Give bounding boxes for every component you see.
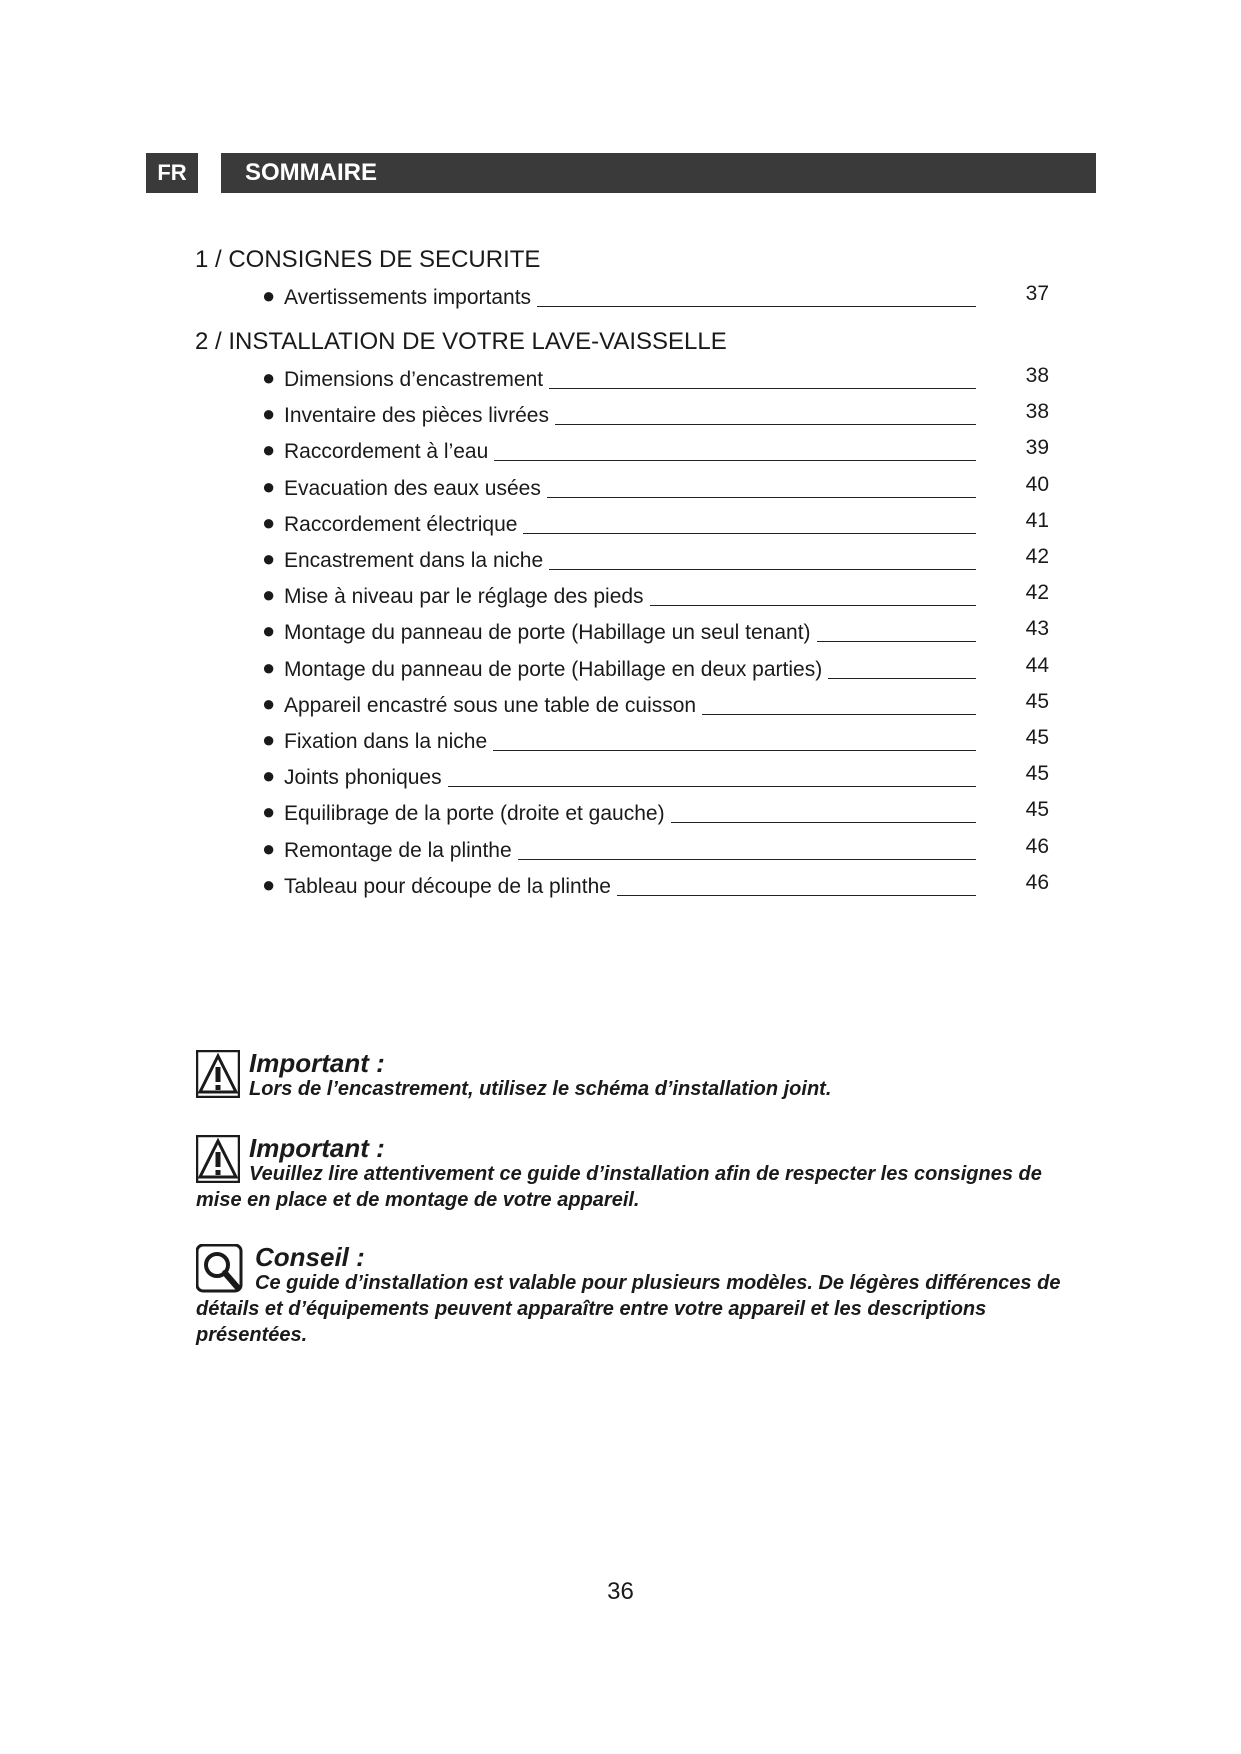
toc-entry-page: 45 (1025, 689, 1049, 713)
toc-entry[interactable] (262, 654, 1049, 688)
toc-entry-label: Evacuation des eaux usées (284, 477, 547, 500)
toc-entry-label: Raccordement à l’eau (284, 440, 494, 463)
toc-entry-label: Inventaire des pièces livrées (284, 404, 555, 427)
toc-entry[interactable] (262, 762, 1049, 796)
toc-entry-label: Montage du panneau de porte (Habillage un seul tenant) (284, 621, 817, 644)
toc-entry-label: Fixation dans la niche (284, 730, 493, 753)
toc-entry-label: Montage du panneau de porte (Habillage en deux parties) (284, 658, 828, 681)
toc-entry[interactable] (262, 617, 1049, 651)
toc-entry-label: Dimensions d’encastrement (284, 368, 549, 391)
page-number: 36 (607, 1578, 634, 1605)
bullet-icon: ● (262, 690, 276, 716)
toc-entry[interactable] (262, 473, 1049, 507)
toc-entry[interactable] (262, 798, 1049, 832)
bullet-icon: ● (262, 763, 276, 789)
warning-icon (196, 1050, 240, 1098)
toc-entry-page: 43 (1025, 617, 1049, 641)
toc-entry-label: Encastrement dans la niche (284, 549, 549, 572)
toc-entry-page: 40 (1025, 472, 1049, 496)
bullet-icon: ● (262, 835, 276, 861)
bullet-icon: ● (262, 618, 276, 644)
toc-entry[interactable] (262, 400, 1049, 434)
bullet-icon: ● (262, 727, 276, 752)
toc-entry-page: 38 (1025, 400, 1049, 424)
bullet-icon: ● (262, 509, 276, 535)
page-title-bar (221, 153, 1096, 193)
notice-text: Ce guide d’installation est valable pour plusieurs modèles. De légères différences de détails et d’équipements peuvent apparaître entre votre appareil et les descriptions présentées. (196, 1272, 1061, 1346)
bullet-icon: ● (262, 437, 276, 463)
bullet-icon: ● (262, 582, 276, 608)
toc-entry[interactable] (262, 509, 1049, 543)
notice-title: Important : (249, 1048, 385, 1078)
notice-text: Veuillez lire attentivement ce guide d’installation afin de respecter les consignes de mise en place et de montage de votre appareil. (196, 1163, 1042, 1211)
bullet-icon: ● (262, 401, 276, 427)
toc-entry-page: 45 (1025, 762, 1049, 786)
toc-entry-label: Appareil encastré sous une table de cuisson (284, 694, 702, 717)
toc-entry-page: 46 (1025, 834, 1049, 858)
notice-text: Lors de l’encastrement, utilisez le schéma d’installation joint. (249, 1078, 832, 1100)
toc-entry[interactable] (262, 581, 1049, 615)
toc-entry-page: 44 (1025, 653, 1049, 677)
toc-entry-page: 37 (1025, 282, 1049, 305)
toc-entry[interactable] (262, 436, 1049, 470)
toc-entry-page: 45 (1025, 798, 1049, 822)
bullet-icon: ● (262, 871, 276, 897)
bullet-icon: ● (262, 283, 276, 308)
toc-entry-page: 46 (1025, 870, 1049, 894)
toc-entry[interactable] (262, 545, 1049, 579)
notice-important-2 (196, 1135, 1091, 1215)
page-title: SOMMAIRE (245, 159, 377, 186)
toc-entry-page: 42 (1025, 545, 1049, 568)
bullet-icon: ● (262, 365, 276, 390)
toc-entry-page: 42 (1025, 581, 1049, 605)
notice-important-1 (196, 1050, 1091, 1110)
language-tag: FR (146, 153, 198, 193)
toc-entry[interactable] (262, 690, 1049, 724)
bullet-icon: ● (262, 654, 276, 680)
toc-entry-label: Equilibrage de la porte (droite et gauche) (284, 802, 671, 825)
bullet-icon: ● (262, 546, 276, 571)
toc-entry-page: 41 (1025, 508, 1049, 532)
toc-entry-page: 45 (1025, 726, 1049, 749)
warning-icon (196, 1135, 240, 1183)
bullet-icon: ● (262, 799, 276, 825)
notice-conseil (196, 1244, 1091, 1354)
toc-entry-label: Joints phoniques (284, 766, 448, 789)
toc-entry[interactable] (262, 364, 1049, 398)
toc-entry[interactable] (262, 835, 1049, 869)
toc-entry-label: Tableau pour découpe de la plinthe (284, 875, 617, 898)
toc-entry[interactable] (262, 726, 1049, 760)
magnifier-icon (196, 1244, 246, 1294)
section-title-1: 1 / CONSIGNES DE SECURITE (195, 246, 541, 273)
section-title-2: 2 / INSTALLATION DE VOTRE LAVE-VAISSELLE (195, 328, 727, 355)
bullet-icon: ● (262, 473, 276, 499)
toc-entry[interactable] (262, 282, 1049, 316)
toc-entry-label: Remontage de la plinthe (284, 839, 518, 862)
notice-title: Conseil : (255, 1242, 365, 1272)
toc-entry-page: 38 (1025, 364, 1049, 387)
toc-entry-page: 39 (1025, 436, 1049, 460)
toc-entry-label: Raccordement électrique (284, 513, 523, 536)
toc-entry-label: Avertissements importants (284, 286, 537, 309)
notice-title: Important : (249, 1133, 385, 1163)
toc-entry-label: Mise à niveau par le réglage des pieds (284, 585, 650, 608)
toc-entry[interactable] (262, 871, 1049, 905)
